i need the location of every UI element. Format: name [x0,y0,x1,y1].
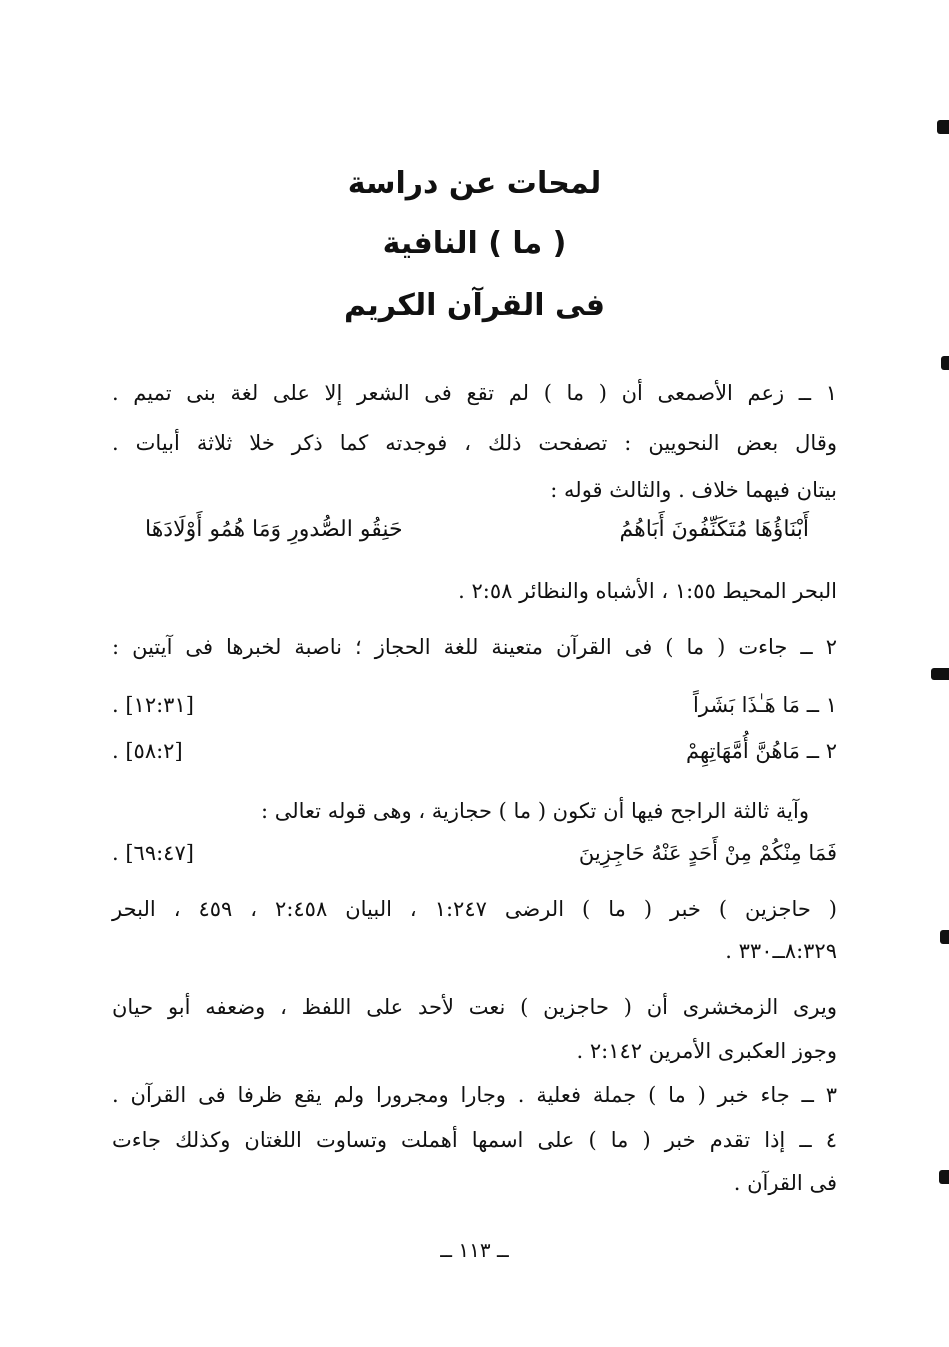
ayah-2-text: ٢ ــ مَاهُنَّ أُمَّهَاتِهِمْ [686,739,837,763]
verse-second-hemistich: حَنِقُو الصُّدورِ وَمَا هُمُو أَوْلَادَهَا [145,517,403,542]
paragraph-8-line-2: وجوز العكبرى الأمرين ٢:١٤٢ . [576,1039,837,1063]
title-line-2: ( ما ) النافية [382,226,567,261]
paragraph-1: ١ ــ زعم الأصمعى أن ( ما ) لم تقع فى الشعر إلا على لغة بنى تميم . [112,381,837,405]
paragraph-7-line-1: ( حاجزين ) خبر ( ما ) الرضى ١:٢٤٧ ، البيان ٢:٤٥٨ ، ٤٥٩ ، البحر [112,897,837,921]
ayah-3-reference: [٦٩:٤٧] . [112,841,194,865]
scan-edge-mark [939,1170,949,1184]
ayah-1-text: ١ ــ مَا هَـٰذَا بَشَراً [692,693,837,717]
paragraph-10-line-2: فى القرآن . [733,1171,837,1195]
scan-edge-mark [931,668,949,680]
paragraph-5: ٢ ــ جاءت ( ما ) فى القرآن متعينة للغة الحجاز ؛ ناصبة لخبرها فى آيتين : [112,635,837,659]
paragraph-6: وآية ثالثة الراجح فيها أن تكون ( ما ) حجازية ، وهى قوله تعالى : [261,799,809,823]
paragraph-10-line-1: ٤ ــ إذا تقدم خبر ( ما ) على اسمها أهملت وتساوت اللغتان وكذلك جاءت [112,1128,837,1152]
verse-first-hemistich: أَبْنَاؤُهَا مُتَكَنِّفُونَ أَبَاهُمُ [619,517,809,542]
paragraph-9: ٣ ــ جاء خبر ( ما ) جملة فعلية . وجارا ومجرورا ولم يقع ظرفا فى القرآن . [112,1083,837,1107]
page-number: ــ ١١٣ ــ [440,1238,509,1262]
ayah-3-text: فَمَا مِنْكُمْ مِنْ أَحَدٍ عَنْهُ حَاجِزِينَ [578,841,837,865]
paragraph-3: بيتان فيهما خلاف . والثالث قوله : [550,478,837,502]
paragraph-7-line-2: ٨:٣٢٩ــ٣٣٠ . [725,939,837,963]
verse-source: البحر المحيط ١:٥٥ ، الأشباه والنظائر ٢:٥٨ . [458,579,837,603]
ayah-1-reference: [١٢:٣١] . [112,693,194,717]
ayah-2-reference: [٥٨:٢] . [112,739,183,763]
title-line-1: لمحات عن دراسة [347,166,602,201]
paragraph-2: وقال بعض النحويين : تصفحت ذلك ، فوجدته كما ذكر خلا ثلاثة أبيات . [112,431,837,455]
scan-edge-mark [941,356,949,370]
paragraph-8-line-1: ويرى الزمخشرى أن ( حاجزين ) نعت لأحد على اللفظ ، وضعفه أبو حيان [112,995,837,1019]
title-line-3: فى القرآن الكريم [343,288,606,323]
scan-edge-mark [937,120,949,134]
scan-edge-mark [940,930,949,944]
